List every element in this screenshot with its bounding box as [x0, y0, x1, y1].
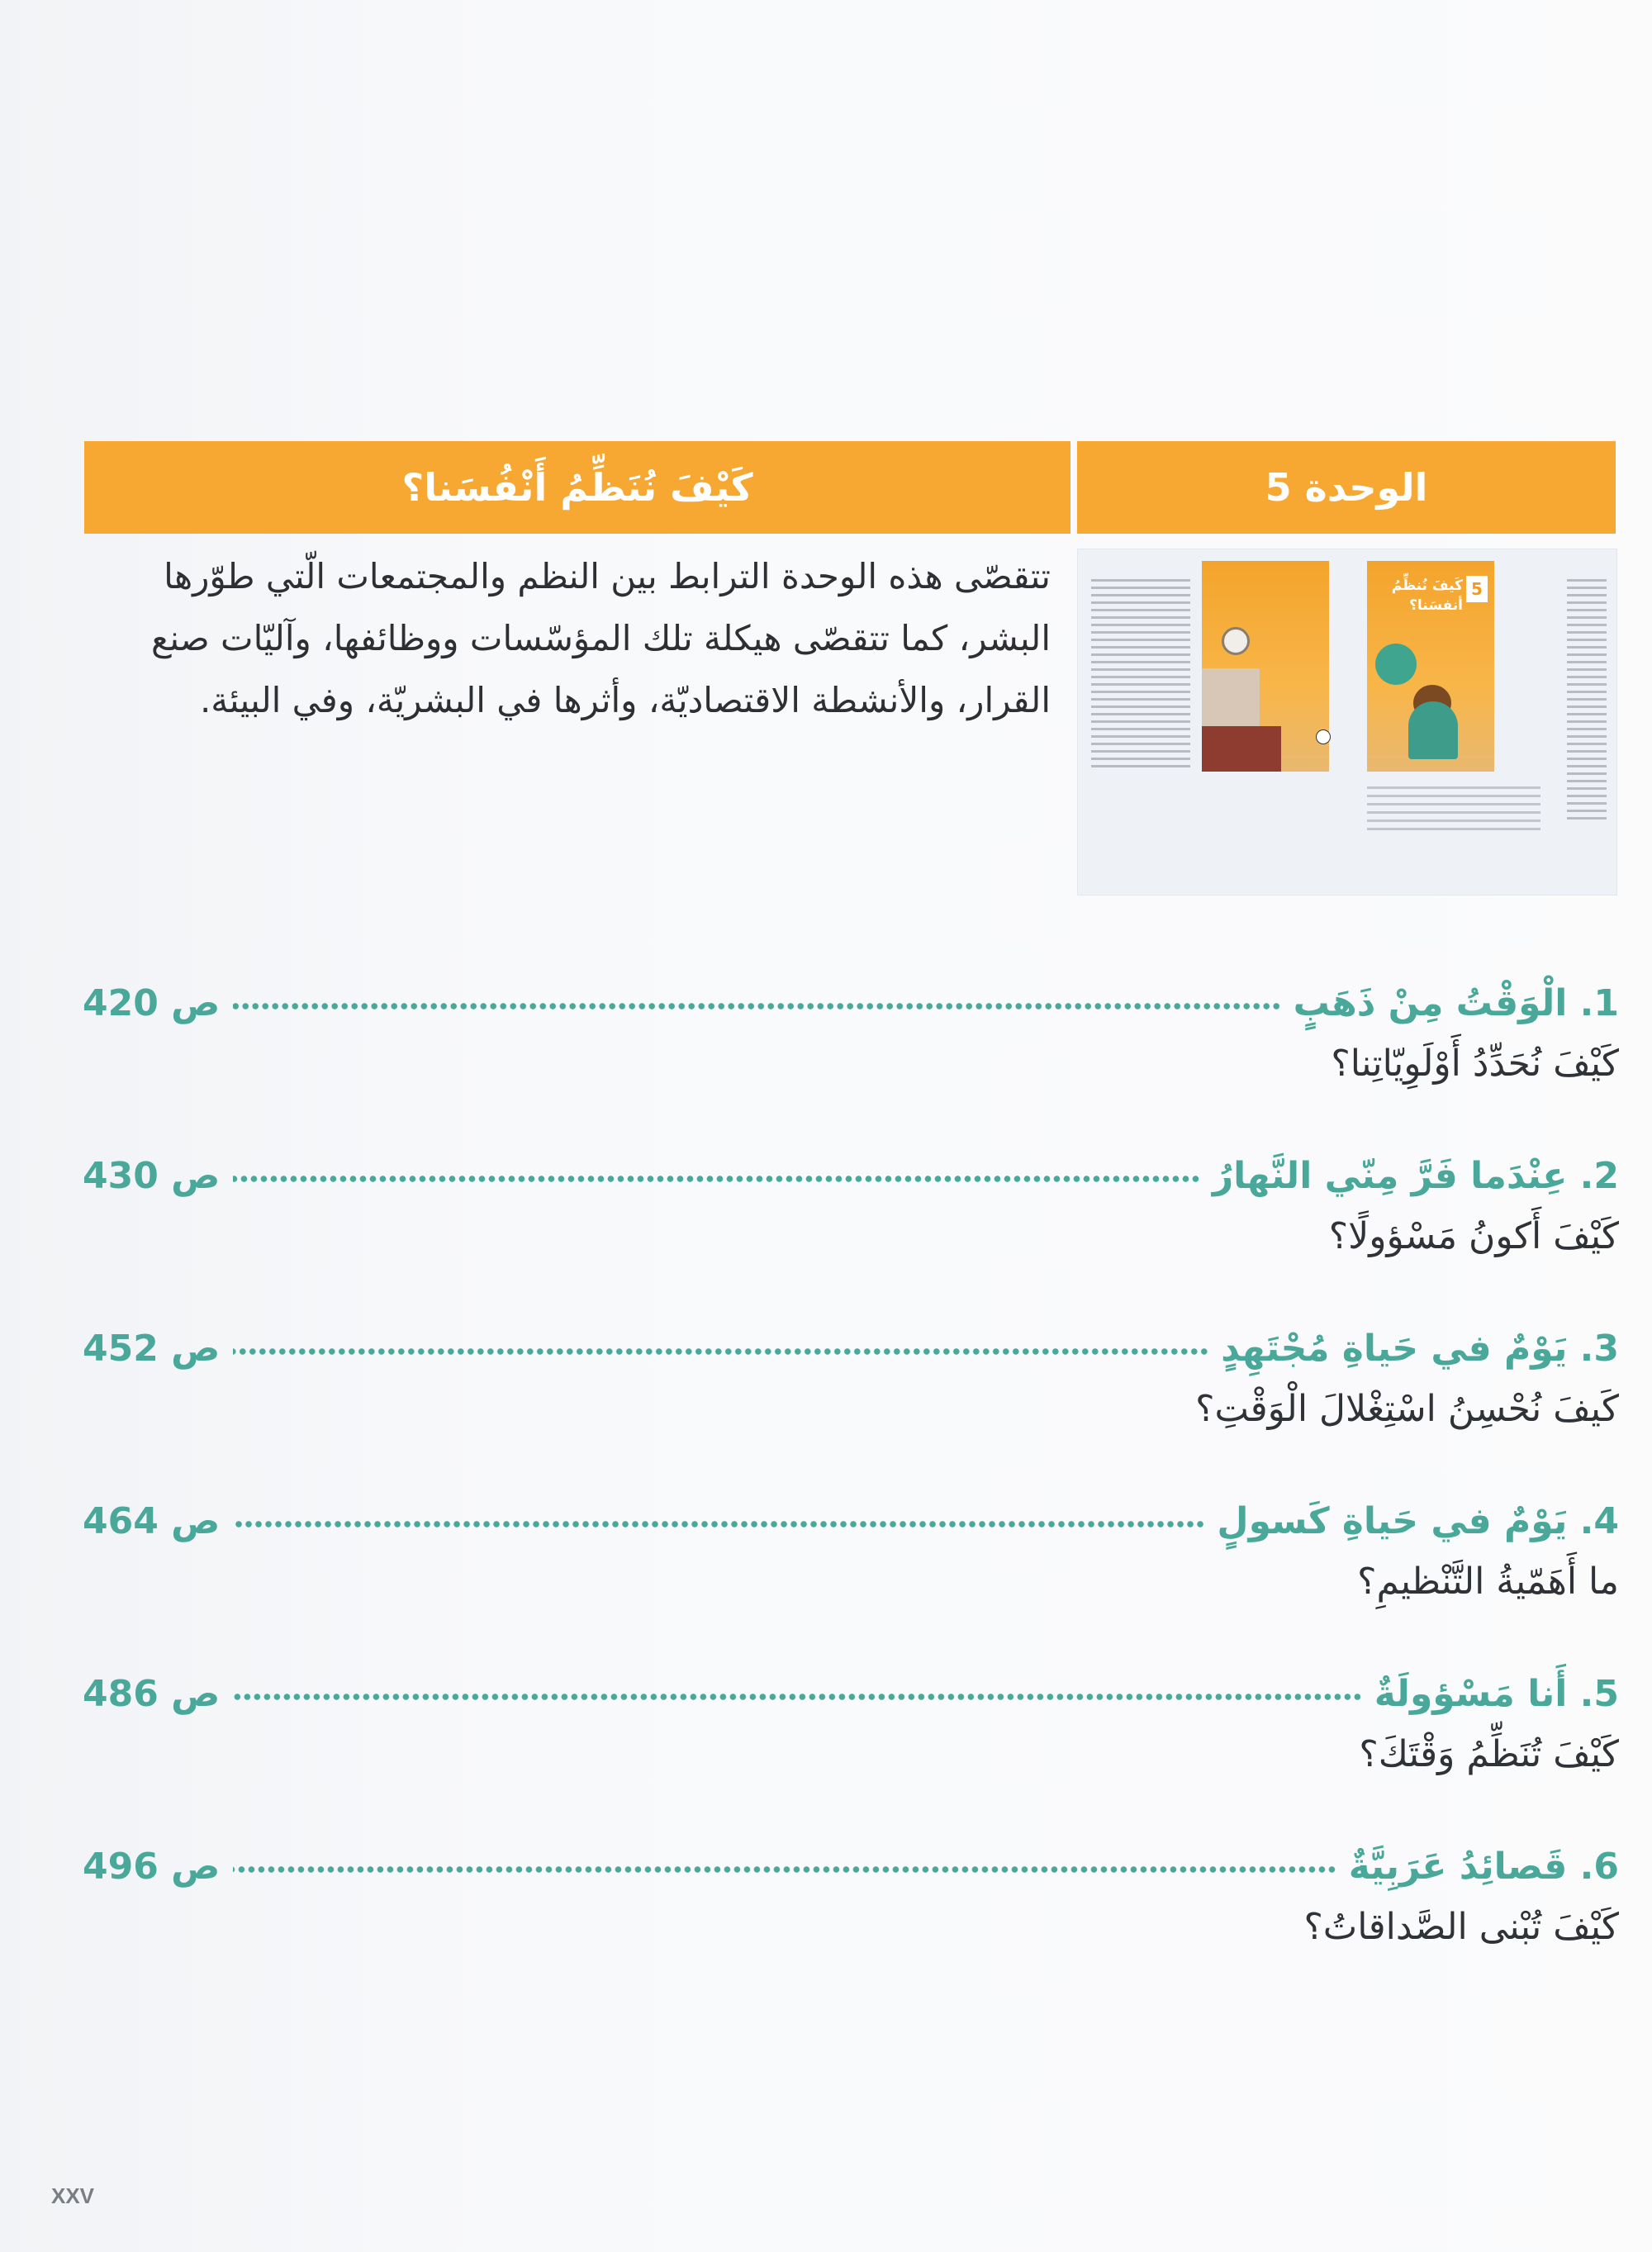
lesson-item[interactable] — [83, 1830, 1619, 2003]
dot-leader — [233, 1174, 1200, 1184]
lesson-question: كَيفَ نُحْسِنُ اسْتِغْلالَ الْوَقْتِ؟ — [1195, 1388, 1619, 1430]
bed-illustration — [1202, 726, 1281, 772]
lesson-question: كَيْفَ نُحَدِّدُ أَوْلَوِيّاتِنا؟ — [1331, 1043, 1619, 1085]
dot-leader — [233, 1347, 1209, 1356]
unit-title: كَيْفَ نُنَظِّمُ أَنْفُسَنا؟ — [401, 465, 753, 510]
thumbnail-cover-title: كَيفَ نُنظِّمُ أنفسَنا؟ — [1391, 577, 1463, 614]
lesson-title[interactable]: 3. يَوْمٌ في حَياةِ مُجْتَهِدٍ — [1221, 1328, 1619, 1370]
unit-label-bar — [1077, 441, 1616, 534]
page-number: XXV — [51, 2183, 95, 2208]
lesson-title[interactable]: 2. عِنْدَما فَرَّ مِنّي النَّهارُ — [1212, 1155, 1619, 1197]
question-bubble-icon — [1375, 644, 1417, 685]
lesson-title[interactable]: 6. قَصائِدُ عَرَبِيَّةٌ — [1348, 1846, 1619, 1888]
football-icon — [1316, 729, 1331, 744]
lesson-item[interactable] — [83, 967, 1619, 1139]
lesson-title[interactable]: 5. أَنا مَسْؤولَةٌ — [1374, 1673, 1619, 1715]
lesson-title[interactable]: 1. الْوَقْتُ مِنْ ذَهَبٍ — [1293, 982, 1619, 1024]
lesson-item[interactable] — [83, 1657, 1619, 1830]
lesson-page-number: ص 430 — [83, 1155, 221, 1197]
lesson-page-number: ص 496 — [83, 1846, 221, 1888]
clock-icon — [1222, 627, 1250, 655]
lesson-question: ما أَهَمّيةُ التَّنْظيمِ؟ — [1357, 1561, 1619, 1603]
child-illustration — [1408, 701, 1458, 759]
lesson-page-number: ص 464 — [83, 1500, 221, 1542]
thumbnail-text-column-right — [1567, 574, 1607, 824]
lesson-item[interactable] — [83, 1485, 1619, 1657]
lesson-question: كَيْفَ أَكونُ مَسْؤولًا؟ — [1328, 1215, 1619, 1257]
unit-title-bar — [84, 441, 1070, 534]
thumbnail-unit-number: 5 — [1466, 576, 1488, 602]
lesson-page-number: ص 420 — [83, 982, 221, 1024]
unit-spread-thumbnail — [1077, 549, 1617, 896]
dot-leader — [233, 1692, 1362, 1702]
thumbnail-text-column-left — [1091, 574, 1190, 772]
dot-leader — [233, 1001, 1281, 1011]
lesson-title[interactable]: 4. يَوْمٌ في حَياةِ كَسولٍ — [1217, 1500, 1619, 1542]
lesson-item[interactable] — [83, 1312, 1619, 1485]
lesson-question: كَيْفَ تُبْنى الصَّداقاتُ؟ — [1303, 1906, 1619, 1948]
lesson-page-number: ص 452 — [83, 1328, 221, 1370]
unit-label: الوحدة 5 — [1265, 465, 1428, 510]
unit-description: تتقصّى هذه الوحدة الترابط بين النظم والمجتمعات الّتي طوّرها البشر، كما تتقصّى هيكلة تلك المؤسّسات ووظائفها، وآليّات صنع القرار، والأنشطة الاقتصاديّة، وأثرها في البشريّة، وفي البيئة. — [150, 556, 1051, 720]
dot-leader — [233, 1519, 1205, 1529]
lesson-page-number: ص 486 — [83, 1673, 221, 1715]
lesson-list — [83, 967, 1619, 2003]
dot-leader — [233, 1865, 1336, 1874]
thumbnail-text-under-cover — [1367, 781, 1540, 836]
lesson-item[interactable] — [83, 1139, 1619, 1312]
thumbnail-cover-page — [1367, 561, 1494, 772]
thumbnail-room-page — [1202, 561, 1329, 772]
lesson-question: كَيْفَ تُنَظِّمُ وَقْتَكَ؟ — [1359, 1733, 1619, 1775]
